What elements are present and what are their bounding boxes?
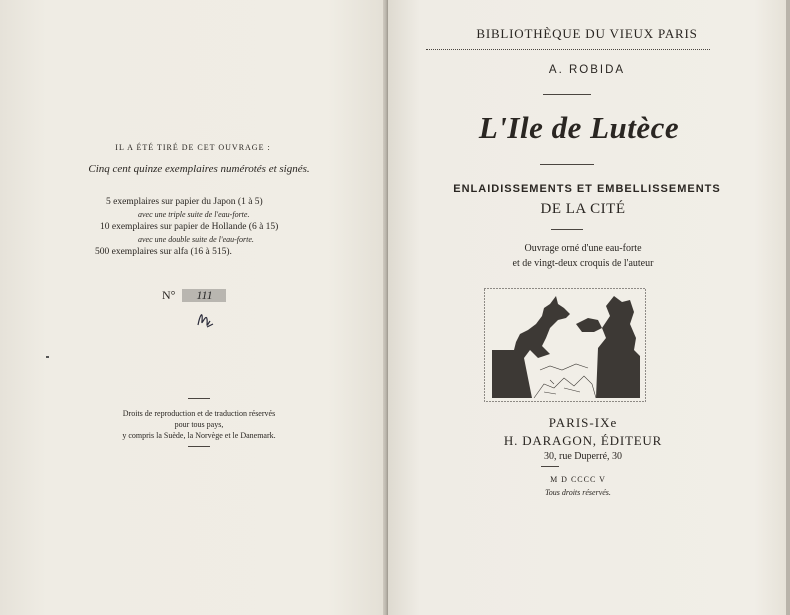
rights-line: Droits de reproduction et de traduction réservés bbox=[122, 409, 276, 418]
edition-total: Cinq cent quinze exemplaires numérotés et signés. bbox=[88, 163, 310, 175]
divider bbox=[543, 94, 591, 95]
right-page bbox=[388, 0, 786, 615]
subtitle-2: DE LA CITÉ bbox=[540, 201, 626, 217]
edition-line: 10 exemplaires sur papier de Hollande (6 à 15) bbox=[100, 222, 279, 232]
rights-notice bbox=[0, 408, 398, 441]
divider bbox=[540, 164, 594, 165]
edition-note: avec une double suite de l'eau-forte. bbox=[138, 234, 254, 244]
copy-number-value: 111 bbox=[182, 289, 226, 302]
gargoyle-illustration-icon bbox=[484, 288, 646, 402]
copy-number bbox=[162, 288, 226, 303]
publisher-address: 30, rue Duperré, 30 bbox=[543, 451, 623, 462]
subtitle-1: ENLAIDISSEMENTS ET EMBELLISSEMENTS bbox=[453, 183, 721, 195]
signature-icon bbox=[194, 307, 216, 331]
author: A. ROBIDA bbox=[548, 64, 626, 76]
description-1: Ouvrage orné d'une eau-forte bbox=[524, 243, 642, 254]
edition-line: 5 exemplaires sur papier du Japon (1 à 5) bbox=[106, 197, 263, 207]
rights-line: pour tous pays, bbox=[174, 420, 224, 429]
book-title: L'Ile de Lutèce bbox=[478, 110, 680, 145]
publisher: H. DARAGON, ÉDITEUR bbox=[503, 433, 663, 448]
divider bbox=[188, 398, 210, 399]
page-edge bbox=[786, 0, 790, 615]
divider bbox=[188, 446, 210, 447]
series-rule bbox=[426, 49, 710, 50]
series-title: BIBLIOTHÈQUE DU VIEUX PARIS bbox=[476, 26, 698, 41]
publication-year: M D CCCC V bbox=[550, 475, 606, 484]
ink-spot bbox=[46, 356, 49, 358]
edition-list bbox=[95, 196, 279, 259]
rights-line: y compris la Suède, la Norvège et le Danemark. bbox=[122, 431, 276, 440]
city: PARIS-IXe bbox=[548, 415, 618, 430]
limitation-intro: IL A ÉTÉ TIRÉ DE CET OUVRAGE : bbox=[115, 143, 271, 152]
divider bbox=[541, 466, 559, 467]
rights-reserved: Tous droits réservés. bbox=[545, 488, 611, 497]
description-2: et de vingt-deux croquis de l'auteur bbox=[512, 258, 654, 269]
number-label: N° bbox=[162, 288, 176, 302]
left-page bbox=[0, 0, 386, 615]
divider bbox=[551, 229, 583, 230]
edition-line: 500 exemplaires sur alfa (16 à 515). bbox=[95, 247, 232, 257]
edition-note: avec une triple suite de l'eau-forte. bbox=[138, 209, 250, 219]
